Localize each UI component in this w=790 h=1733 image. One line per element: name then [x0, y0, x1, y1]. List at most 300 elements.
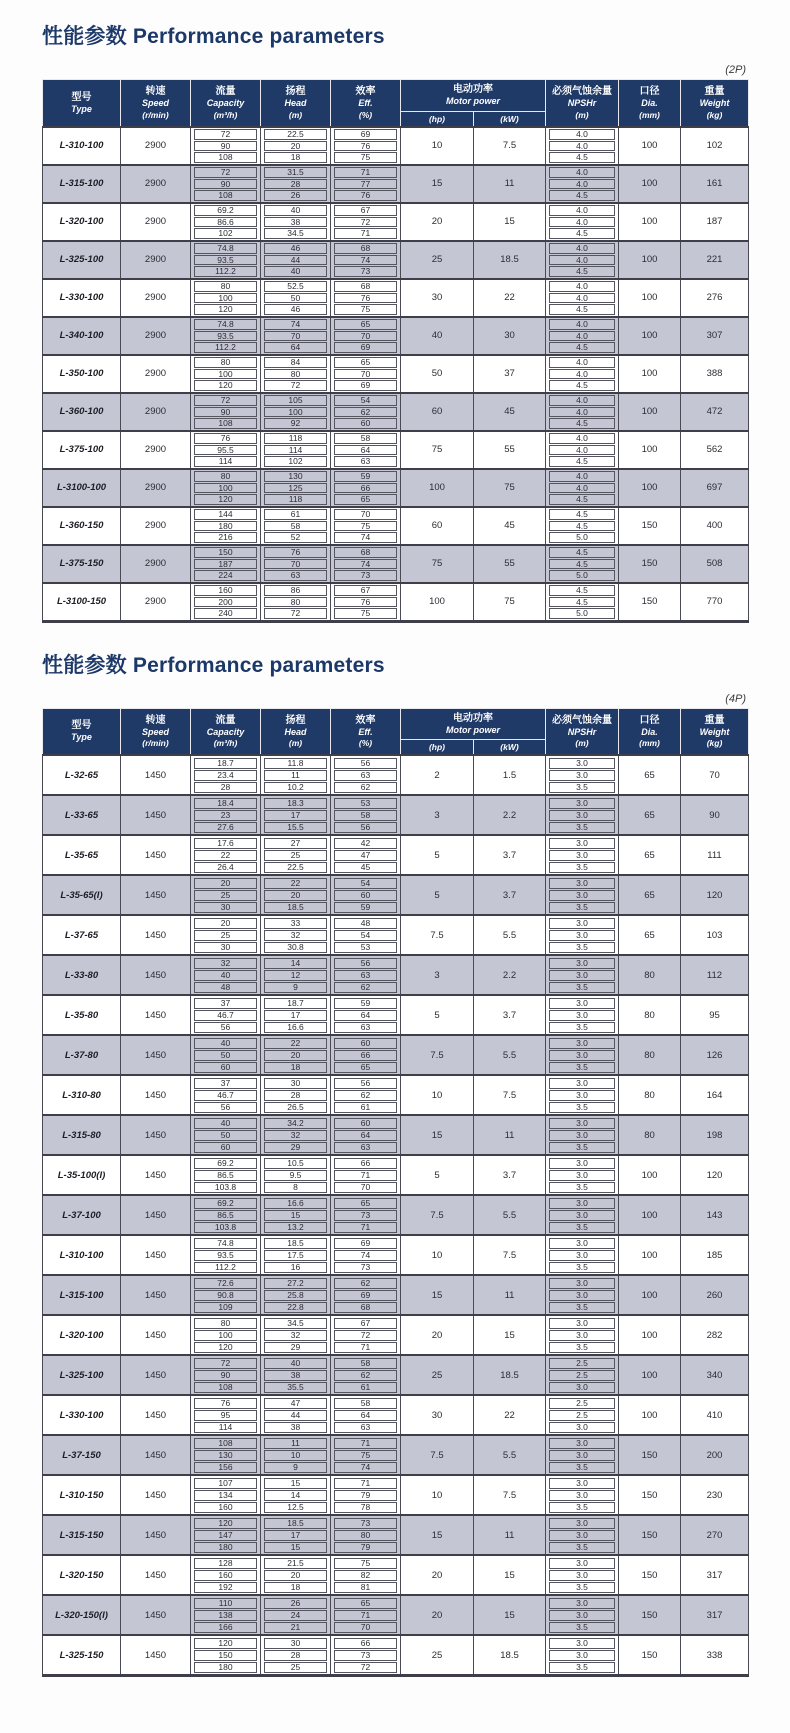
efficiency-value: 75: [334, 608, 397, 619]
capacity-value: 17.6: [194, 838, 257, 849]
col-motor-power-en: Motor power: [446, 724, 500, 735]
head-value: 28: [264, 1090, 327, 1101]
head-list: [261, 1436, 330, 1474]
head-value: 118: [264, 494, 327, 505]
head-cell: [261, 1395, 331, 1435]
npshr-list: [546, 796, 618, 834]
head-value: 50: [264, 293, 327, 304]
head-value: 16.6: [264, 1198, 327, 1209]
model-cell: L-37-150: [43, 1435, 121, 1475]
npshr-list: [546, 1196, 618, 1234]
npshr-list: [546, 1476, 618, 1514]
npshr-value: 4.5: [549, 585, 615, 596]
capacity-value: 134: [194, 1490, 257, 1501]
col-hp: (hp): [401, 111, 474, 127]
capacity-value: 102: [194, 228, 257, 239]
npshr-list: [546, 1276, 618, 1314]
capacity-list: [191, 584, 260, 620]
col-capacity: [191, 708, 261, 755]
hp-cell: 15: [401, 1115, 474, 1155]
col-dia-en: Dia.: [641, 97, 658, 108]
npshr-value: 3.0: [549, 1210, 615, 1221]
efficiency-list: [331, 1116, 400, 1154]
efficiency-list: [331, 584, 400, 620]
dia-cell: 100: [619, 469, 681, 507]
capacity-value: 72: [194, 129, 257, 140]
efficiency-cell: [331, 1475, 401, 1515]
page-title: [42, 649, 748, 679]
efficiency-list: [331, 1356, 400, 1394]
efficiency-value: 59: [334, 998, 397, 1009]
npshr-value: 3.0: [549, 770, 615, 781]
capacity-cell: [191, 1195, 261, 1235]
npshr-value: 3.0: [549, 930, 615, 941]
col-eff: [331, 708, 401, 755]
npshr-cell: [546, 507, 619, 545]
capacity-value: 109: [194, 1302, 257, 1313]
efficiency-list: [331, 996, 400, 1034]
efficiency-value: 65: [334, 357, 397, 368]
head-value: 18.7: [264, 998, 327, 1009]
efficiency-value: 69: [334, 1290, 397, 1301]
col-capacity-unit: (m³/h): [213, 738, 238, 749]
performance-table-4p: [42, 708, 748, 1678]
head-cell: [261, 165, 331, 203]
col-motor-power-zh: 电动功率: [453, 84, 493, 95]
speed-cell: 1450: [121, 795, 191, 835]
head-value: 12.5: [264, 1502, 327, 1513]
head-value: 20: [264, 1570, 327, 1581]
hp-cell: 25: [401, 241, 474, 279]
efficiency-value: 65: [334, 319, 397, 330]
npshr-list: [546, 128, 618, 164]
head-list: [261, 1636, 330, 1674]
head-cell: [261, 355, 331, 393]
efficiency-cell: [331, 317, 401, 355]
efficiency-value: 68: [334, 547, 397, 558]
head-value: 10.5: [264, 1158, 327, 1169]
model-cell: L-3100-100: [43, 469, 121, 507]
npshr-value: 3.5: [549, 1662, 615, 1673]
head-value: 18.5: [264, 902, 327, 913]
efficiency-list: [331, 1396, 400, 1434]
kw-cell: 3.7: [474, 835, 546, 875]
table-row: [43, 1075, 749, 1115]
col-dia-zh: 口径: [639, 714, 660, 726]
head-value: 20: [264, 141, 327, 152]
table-row: [43, 1595, 749, 1635]
npshr-cell: [546, 1555, 619, 1595]
npshr-list: [546, 1356, 618, 1394]
weight-cell: 90: [681, 795, 749, 835]
capacity-value: 74.8: [194, 1238, 257, 1249]
col-npshr-unit: (m): [575, 109, 589, 120]
capacity-cell: [191, 1515, 261, 1555]
head-cell: [261, 1475, 331, 1515]
efficiency-cell: [331, 1635, 401, 1676]
npshr-list: [546, 1076, 618, 1114]
efficiency-list: [331, 796, 400, 834]
capacity-value: 100: [194, 293, 257, 304]
efficiency-value: 65: [334, 1598, 397, 1609]
kw-cell: 11: [474, 1515, 546, 1555]
table-header: [43, 80, 749, 127]
efficiency-value: 63: [334, 1142, 397, 1153]
weight-cell: 562: [681, 431, 749, 469]
weight-cell: 307: [681, 317, 749, 355]
head-value: 12: [264, 970, 327, 981]
capacity-cell: [191, 995, 261, 1035]
capacity-cell: [191, 279, 261, 317]
efficiency-value: 76: [334, 597, 397, 608]
head-value: 18.3: [264, 798, 327, 809]
efficiency-value: 73: [334, 1210, 397, 1221]
col-eff-zh: 效率: [355, 714, 376, 726]
npshr-value: 2.5: [549, 1370, 615, 1381]
dia-cell: 150: [619, 1435, 681, 1475]
capacity-cell: [191, 755, 261, 795]
pole-count-label: (2P): [725, 64, 746, 76]
npshr-list: [546, 1156, 618, 1194]
head-value: 130: [264, 471, 327, 482]
npshr-value: 4.0: [549, 129, 615, 140]
dia-cell: 100: [619, 1155, 681, 1195]
table-row: [43, 393, 749, 431]
npshr-value: 3.0: [549, 878, 615, 889]
hp-cell: 10: [401, 1075, 474, 1115]
npshr-value: 3.5: [549, 1022, 615, 1033]
efficiency-list: [331, 1076, 400, 1114]
npshr-value: 4.5: [549, 494, 615, 505]
efficiency-value: 54: [334, 878, 397, 889]
capacity-value: 120: [194, 1518, 257, 1529]
model-cell: L-375-150: [43, 545, 121, 583]
npshr-value: 3.5: [549, 782, 615, 793]
capacity-list: [191, 1396, 260, 1434]
weight-cell: 388: [681, 355, 749, 393]
head-value: 86: [264, 585, 327, 596]
col-speed: [121, 80, 191, 127]
efficiency-value: 67: [334, 205, 397, 216]
col-weight-unit: (kg): [706, 109, 723, 120]
npshr-cell: [546, 317, 619, 355]
kw-cell: 30: [474, 317, 546, 355]
capacity-value: 32: [194, 958, 257, 969]
capacity-value: 20: [194, 878, 257, 889]
head-value: 29: [264, 1142, 327, 1153]
dia-cell: 100: [619, 393, 681, 431]
head-value: 58: [264, 521, 327, 532]
capacity-list: [191, 546, 260, 582]
table-row: [43, 875, 749, 915]
capacity-list: [191, 1156, 260, 1194]
speed-cell: 1450: [121, 1315, 191, 1355]
table-row: [43, 165, 749, 203]
efficiency-value: 76: [334, 141, 397, 152]
col-motor-power-en: Motor power: [446, 96, 500, 106]
npshr-value: 3.0: [549, 1278, 615, 1289]
col-npshr: [546, 80, 619, 127]
head-cell: [261, 955, 331, 995]
npshr-value: 3.0: [549, 1650, 615, 1661]
efficiency-value: 64: [334, 445, 397, 456]
npshr-list: [546, 1516, 618, 1554]
efficiency-list: [331, 128, 400, 164]
speed-cell: 1450: [121, 1515, 191, 1555]
efficiency-list: [331, 280, 400, 316]
hp-cell: 15: [401, 1275, 474, 1315]
model-cell: L-33-65: [43, 795, 121, 835]
capacity-list: [191, 836, 260, 874]
npshr-value: 4.5: [549, 266, 615, 277]
efficiency-value: 70: [334, 509, 397, 520]
efficiency-value: 54: [334, 395, 397, 406]
npshr-value: 3.0: [549, 1090, 615, 1101]
efficiency-cell: [331, 1115, 401, 1155]
col-head-en: Head: [284, 97, 307, 108]
col-head-unit: (m): [288, 109, 303, 120]
dia-cell: 100: [619, 431, 681, 469]
capacity-value: 72.6: [194, 1278, 257, 1289]
npshr-value: 3.0: [549, 1330, 615, 1341]
col-eff: [331, 80, 401, 127]
head-value: 44: [264, 255, 327, 266]
efficiency-value: 71: [334, 1222, 397, 1233]
head-value: 21: [264, 1622, 327, 1633]
capacity-value: 95: [194, 1410, 257, 1421]
header-row: [43, 708, 749, 740]
table-row: [43, 915, 749, 955]
npshr-value: 3.0: [549, 890, 615, 901]
efficiency-value: 56: [334, 958, 397, 969]
capacity-cell: [191, 1555, 261, 1595]
npshr-cell: [546, 469, 619, 507]
table-row: [43, 583, 749, 622]
capacity-value: 69.2: [194, 1158, 257, 1169]
head-list: [261, 280, 330, 316]
capacity-value: 138: [194, 1610, 257, 1621]
head-value: 40: [264, 1358, 327, 1369]
head-value: 118: [264, 433, 327, 444]
npshr-value: 4.5: [549, 597, 615, 608]
efficiency-value: 58: [334, 1398, 397, 1409]
hp-cell: 7.5: [401, 1035, 474, 1075]
npshr-value: 4.0: [549, 243, 615, 254]
head-value: 22.5: [264, 862, 327, 873]
efficiency-value: 61: [334, 1382, 397, 1393]
dia-cell: 100: [619, 1355, 681, 1395]
table-row: [43, 1355, 749, 1395]
npshr-value: 3.0: [549, 1518, 615, 1529]
dia-cell: 150: [619, 1635, 681, 1676]
hp-cell: 20: [401, 203, 474, 241]
performance-table: [42, 79, 749, 623]
table-row: [43, 1035, 749, 1075]
npshr-cell: [546, 875, 619, 915]
model-cell: L-375-100: [43, 431, 121, 469]
capacity-value: 86.5: [194, 1210, 257, 1221]
kw-cell: 15: [474, 1555, 546, 1595]
head-value: 8: [264, 1182, 327, 1193]
head-value: 10: [264, 1450, 327, 1461]
npshr-value: 4.0: [549, 395, 615, 406]
capacity-value: 76: [194, 433, 257, 444]
npshr-value: 4.0: [549, 319, 615, 330]
table-row: [43, 835, 749, 875]
table-row: [43, 469, 749, 507]
efficiency-list: [331, 394, 400, 430]
head-value: 18: [264, 1062, 327, 1073]
hp-cell: 10: [401, 127, 474, 165]
efficiency-cell: [331, 835, 401, 875]
weight-cell: 317: [681, 1555, 749, 1595]
speed-cell: 1450: [121, 1195, 191, 1235]
head-value: 15: [264, 1542, 327, 1553]
model-cell: L-310-150: [43, 1475, 121, 1515]
efficiency-cell: [331, 1555, 401, 1595]
kw-cell: 45: [474, 507, 546, 545]
npshr-value: 3.5: [549, 1222, 615, 1233]
capacity-list: [191, 1596, 260, 1634]
efficiency-value: 67: [334, 585, 397, 596]
col-type-zh: 型号: [71, 720, 92, 732]
npshr-list: [546, 1636, 618, 1674]
npshr-cell: [546, 1035, 619, 1075]
npshr-value: 3.0: [549, 1078, 615, 1089]
table-row: [43, 317, 749, 355]
model-cell: L-320-100: [43, 203, 121, 241]
npshr-value: 3.5: [549, 1182, 615, 1193]
head-value: 10.2: [264, 782, 327, 793]
model-cell: L-350-100: [43, 355, 121, 393]
head-value: 63: [264, 570, 327, 581]
capacity-list: [191, 128, 260, 164]
capacity-value: 22: [194, 850, 257, 861]
kw-cell: 5.5: [474, 915, 546, 955]
npshr-list: [546, 546, 618, 582]
efficiency-value: 59: [334, 902, 397, 913]
weight-cell: 260: [681, 1275, 749, 1315]
table-row: [43, 355, 749, 393]
dia-cell: 100: [619, 1275, 681, 1315]
head-cell: [261, 431, 331, 469]
head-cell: [261, 1555, 331, 1595]
head-value: 9: [264, 1462, 327, 1473]
capacity-value: 90: [194, 179, 257, 190]
capacity-value: 23: [194, 810, 257, 821]
weight-cell: 400: [681, 507, 749, 545]
kw-cell: 3.7: [474, 875, 546, 915]
efficiency-value: 42: [334, 838, 397, 849]
capacity-list: [191, 356, 260, 392]
head-list: [261, 242, 330, 278]
npshr-cell: [546, 355, 619, 393]
npshr-value: 4.5: [549, 418, 615, 429]
efficiency-value: 71: [334, 167, 397, 178]
kw-cell: 18.5: [474, 1355, 546, 1395]
weight-cell: 270: [681, 1515, 749, 1555]
npshr-value: 3.5: [549, 1622, 615, 1633]
efficiency-list: [331, 356, 400, 392]
npshr-value: 3.0: [549, 1478, 615, 1489]
npshr-value: 3.5: [549, 1302, 615, 1313]
capacity-value: 216: [194, 532, 257, 543]
npshr-value: 4.0: [549, 357, 615, 368]
efficiency-value: 79: [334, 1490, 397, 1501]
table-row: [43, 545, 749, 583]
table-row: [43, 279, 749, 317]
npshr-cell: [546, 1115, 619, 1155]
npshr-value: 4.5: [549, 152, 615, 163]
efficiency-list: [331, 1636, 400, 1674]
capacity-value: 40: [194, 970, 257, 981]
capacity-cell: [191, 1275, 261, 1315]
capacity-cell: [191, 165, 261, 203]
efficiency-value: 69: [334, 380, 397, 391]
head-value: 22: [264, 878, 327, 889]
col-speed-zh: 转速: [145, 85, 166, 97]
efficiency-cell: [331, 393, 401, 431]
weight-cell: 120: [681, 1155, 749, 1195]
dia-cell: 100: [619, 127, 681, 165]
head-value: 30: [264, 1638, 327, 1649]
npshr-list: [546, 1596, 618, 1634]
head-list: [261, 1196, 330, 1234]
capacity-list: [191, 956, 260, 994]
npshr-value: 3.0: [549, 1610, 615, 1621]
head-value: 14: [264, 1490, 327, 1501]
table-body: [43, 755, 749, 1676]
efficiency-value: 76: [334, 190, 397, 201]
head-cell: [261, 1595, 331, 1635]
npshr-value: 4.0: [549, 407, 615, 418]
head-value: 25.8: [264, 1290, 327, 1301]
head-value: 25: [264, 850, 327, 861]
dia-cell: 80: [619, 995, 681, 1035]
dia-cell: 100: [619, 317, 681, 355]
col-eff-zh: 效率: [355, 85, 376, 97]
col-weight-zh: 重量: [704, 714, 725, 726]
npshr-value: 3.0: [549, 1010, 615, 1021]
head-value: 32: [264, 1130, 327, 1141]
dia-cell: 65: [619, 795, 681, 835]
npshr-cell: [546, 835, 619, 875]
efficiency-value: 47: [334, 850, 397, 861]
efficiency-cell: [331, 875, 401, 915]
efficiency-list: [331, 166, 400, 202]
efficiency-value: 60: [334, 418, 397, 429]
speed-cell: 1450: [121, 1355, 191, 1395]
col-head: [261, 80, 331, 127]
speed-cell: 2900: [121, 317, 191, 355]
col-eff-en: Eff.: [358, 726, 373, 737]
head-list: [261, 166, 330, 202]
efficiency-value: 48: [334, 918, 397, 929]
speed-cell: 1450: [121, 755, 191, 795]
head-value: 25: [264, 1662, 327, 1673]
col-type: [43, 708, 121, 755]
capacity-list: [191, 1516, 260, 1554]
head-value: 80: [264, 597, 327, 608]
head-value: 72: [264, 380, 327, 391]
weight-cell: 112: [681, 955, 749, 995]
npshr-value: 5.0: [549, 570, 615, 581]
efficiency-value: 79: [334, 1542, 397, 1553]
npshr-list: [546, 356, 618, 392]
capacity-value: 110: [194, 1598, 257, 1609]
capacity-value: 90.8: [194, 1290, 257, 1301]
efficiency-list: [331, 1196, 400, 1234]
